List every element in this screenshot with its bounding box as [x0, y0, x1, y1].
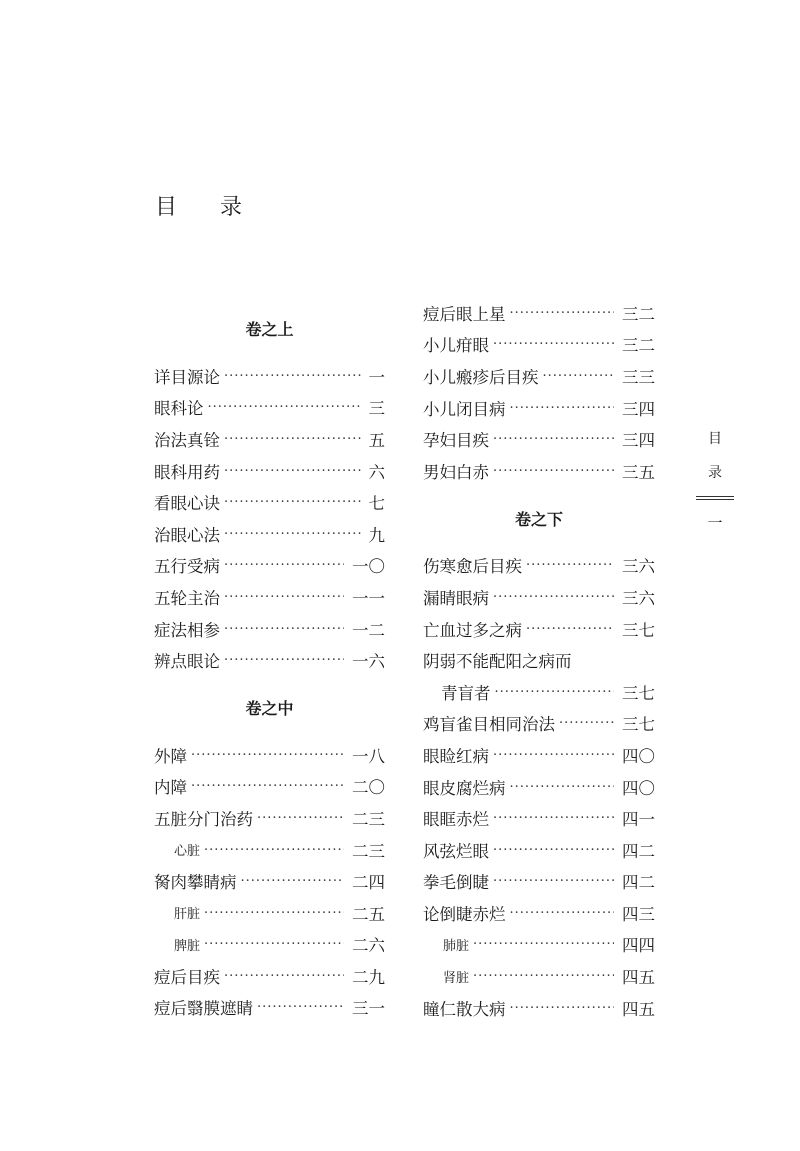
toc-leader-dots	[493, 866, 614, 898]
toc-entry[interactable]	[423, 297, 655, 329]
page-title: 目 录	[155, 195, 260, 220]
toc-leader-dots	[495, 676, 615, 708]
toc-leader-dots	[473, 929, 614, 961]
toc-entry[interactable]	[154, 834, 385, 866]
toc-entry-title: 伤寒愈后目疾	[423, 557, 522, 577]
toc-entry-title: 男妇白赤	[423, 462, 489, 482]
toc-entry[interactable]	[423, 613, 655, 645]
toc-entry-page: 四五	[622, 968, 655, 988]
toc-entry-page: 二四	[352, 873, 385, 893]
toc-column-left	[154, 297, 385, 1023]
toc-entry-title: 详目源论	[154, 367, 220, 387]
toc-entry-title: 眼睑红病	[423, 746, 489, 766]
toc-entry-page: 三	[368, 399, 385, 419]
toc-leader-dots	[224, 613, 344, 645]
toc-leader-dots	[224, 550, 344, 582]
toc-entry-page: 三一	[352, 999, 385, 1019]
toc-entry-page: 三三	[622, 367, 655, 387]
toc-leader-dots	[204, 929, 344, 961]
toc-leader-dots	[224, 518, 361, 550]
toc-entry[interactable]	[423, 897, 655, 929]
toc-leader-dots	[510, 771, 615, 803]
toc-leader-dots	[257, 802, 344, 834]
toc-leader-dots	[493, 802, 614, 834]
toc-leader-dots	[510, 897, 615, 929]
toc-entry-page: 三七	[622, 620, 655, 640]
toc-entry-page: 一六	[352, 652, 385, 672]
toc-entry-title: 孕妇目疾	[423, 431, 489, 451]
toc-entry-page: 二五	[352, 904, 385, 924]
toc-leader-dots	[559, 708, 614, 740]
toc-leader-dots	[493, 581, 614, 613]
toc-entry[interactable]	[423, 455, 655, 487]
toc-entry[interactable]	[154, 644, 385, 676]
toc-entry-title: 肝脏	[174, 907, 201, 923]
toc-entry-title: 脾脏	[174, 938, 201, 954]
toc-entry-page: 一	[368, 367, 385, 387]
toc-entry-page: 一一	[352, 588, 385, 608]
toc-entry[interactable]	[154, 929, 385, 961]
toc-leader-dots	[224, 423, 361, 455]
toc-entry[interactable]	[154, 486, 385, 518]
side-char-mu: 目	[708, 431, 722, 447]
toc-entry-title: 肾脏	[443, 970, 470, 986]
toc-entry-title: 亡血过多之病	[423, 620, 522, 640]
toc-leader-dots	[526, 613, 614, 645]
toc-entry[interactable]	[423, 360, 655, 392]
toc-entry[interactable]	[423, 676, 655, 708]
toc-entry-title: 眼皮腐烂病	[423, 778, 506, 798]
toc-entry[interactable]	[154, 360, 385, 392]
toc-leader-dots	[493, 423, 614, 455]
side-divider	[696, 496, 734, 500]
toc-entry-title: 青盲者	[441, 683, 491, 703]
toc-entry-page: 一二	[352, 620, 385, 640]
toc-entry-title: 外障	[154, 746, 187, 766]
toc-entry[interactable]	[423, 392, 655, 424]
toc-entry-title: 痘后目疾	[154, 967, 220, 987]
toc-leader-dots	[208, 392, 361, 424]
toc-entry-title: 痘后眼上星	[423, 304, 506, 324]
side-char-lu: 录	[708, 465, 722, 481]
toc-entry-page: 四一	[622, 810, 655, 830]
toc-entry-title: 小儿闭目病	[423, 399, 506, 419]
toc-entry-page: 四三	[622, 904, 655, 924]
toc-column-right	[423, 297, 655, 1023]
toc-entry-page: 四二	[622, 873, 655, 893]
toc-leader-dots	[493, 329, 614, 361]
toc-entry[interactable]	[423, 802, 655, 834]
toc-entry[interactable]	[423, 550, 655, 582]
toc-entry-title: 阴弱不能配阳之病而	[423, 652, 572, 672]
toc-entry-title: 看眼心诀	[154, 494, 220, 514]
toc-leader-dots	[241, 865, 345, 897]
toc-entry-title: 眼眶赤烂	[423, 810, 489, 830]
toc-entry-page: 一〇	[352, 557, 385, 577]
toc-entry-page: 四五	[622, 999, 655, 1019]
toc-leader-dots	[191, 771, 344, 803]
toc-entry[interactable]	[154, 455, 385, 487]
toc-entry-title: 心脏	[174, 844, 201, 860]
toc-entry-page: 三二	[622, 336, 655, 356]
toc-entry-page: 三七	[622, 715, 655, 735]
toc-entry-title: 眼科用药	[154, 462, 220, 482]
toc-entry-title: 鸡盲雀目相同治法	[423, 715, 555, 735]
toc-entry[interactable]	[154, 423, 385, 455]
toc-entry-page: 四二	[622, 841, 655, 861]
toc-entry[interactable]	[423, 329, 655, 361]
toc-entry-page: 七	[368, 494, 385, 514]
toc-entry[interactable]	[154, 581, 385, 613]
toc-entry[interactable]	[423, 866, 655, 898]
toc-leader-dots	[510, 297, 615, 329]
toc-entry-title: 小儿疳眼	[423, 336, 489, 356]
toc-entry-title: 论倒睫赤烂	[423, 904, 506, 924]
toc-entry-title: 五轮主治	[154, 588, 220, 608]
toc-entry-title: 辨点眼论	[154, 652, 220, 672]
section-heading: 卷之下	[514, 509, 563, 529]
toc-entry[interactable]	[154, 550, 385, 582]
toc-entry-title: 漏睛眼病	[423, 588, 489, 608]
toc-entry-page: 一八	[352, 746, 385, 766]
toc-leader-dots	[493, 834, 614, 866]
toc-entry-page: 六	[368, 462, 385, 482]
toc-entry-title: 风弦烂眼	[423, 841, 489, 861]
toc-entry-title: 治法真铨	[154, 430, 220, 450]
toc-entry-page: 三七	[622, 683, 655, 703]
toc-entry[interactable]	[154, 518, 385, 550]
toc-entry-page: 二六	[352, 936, 385, 956]
toc-entry[interactable]	[154, 960, 385, 992]
toc-leader-dots	[473, 960, 614, 992]
toc-entry-page: 三四	[622, 399, 655, 419]
toc-entry-title: 五行受病	[154, 557, 220, 577]
toc-entry-title: 小儿瘢疹后目疾	[423, 367, 539, 387]
toc-entry[interactable]	[154, 771, 385, 803]
toc-leader-dots	[510, 992, 615, 1024]
toc-entry[interactable]	[154, 897, 385, 929]
toc-entry-title: 五脏分门治药	[154, 809, 253, 829]
toc-entry[interactable]	[423, 423, 655, 455]
toc-entry[interactable]	[423, 771, 655, 803]
toc-entry[interactable]	[423, 960, 655, 992]
toc-leader-dots	[224, 644, 344, 676]
toc-entry-page: 二〇	[352, 778, 385, 798]
section-heading: 卷之上	[245, 320, 294, 339]
toc-leader-dots	[224, 486, 361, 518]
toc-leader-dots	[204, 834, 344, 866]
side-page-number: 一	[707, 514, 723, 532]
toc-entry-title: 肺脏	[443, 938, 470, 954]
toc-entry[interactable]	[154, 392, 385, 424]
toc-leader-dots	[543, 360, 615, 392]
toc-leader-dots	[493, 739, 614, 771]
toc-entry-page: 九	[368, 525, 385, 545]
toc-entry-page: 四〇	[622, 746, 655, 766]
toc-entry-title: 眼科论	[154, 399, 204, 419]
toc-entry-page: 四四	[622, 936, 655, 956]
toc-entry-title: 拳毛倒睫	[423, 873, 489, 893]
toc-entry-title: 症法相参	[154, 620, 220, 640]
toc-entry-page: 二三	[352, 841, 385, 861]
toc-leader-dots	[224, 455, 361, 487]
toc-entry-title: 痘后翳膜遮睛	[154, 999, 253, 1019]
toc-entry[interactable]	[423, 834, 655, 866]
toc-entry[interactable]	[154, 992, 385, 1024]
toc-entry-title: 胬肉攀睛病	[154, 873, 237, 893]
toc-entry[interactable]	[423, 644, 655, 676]
toc-leader-dots	[224, 360, 361, 392]
toc-entry-page: 二九	[352, 967, 385, 987]
toc-leader-dots	[257, 992, 344, 1024]
toc-entry-page: 三四	[622, 431, 655, 451]
toc-entry-page: 三六	[622, 557, 655, 577]
toc-leader-dots	[224, 960, 344, 992]
toc-entry[interactable]	[423, 929, 655, 961]
toc-entry-page: 五	[368, 430, 385, 450]
toc-entry[interactable]	[154, 865, 385, 897]
toc-entry-title: 治眼心法	[154, 525, 220, 545]
toc-leader-dots	[224, 581, 344, 613]
toc-entry[interactable]	[154, 739, 385, 771]
toc-entry-page: 三六	[622, 588, 655, 608]
toc-entry-page: 二三	[352, 809, 385, 829]
toc-entry[interactable]	[423, 581, 655, 613]
side-marker	[696, 428, 734, 533]
toc-entry-page: 四〇	[622, 778, 655, 798]
toc-entry-page: 三二	[622, 304, 655, 324]
toc-leader-dots	[526, 550, 614, 582]
toc-leader-dots	[493, 455, 614, 487]
toc-leader-dots	[191, 739, 344, 771]
toc-entry-title: 内障	[154, 778, 187, 798]
toc-entry[interactable]	[154, 802, 385, 834]
toc-entry[interactable]	[423, 708, 655, 740]
section-heading: 卷之中	[245, 698, 294, 718]
toc-entry[interactable]	[154, 613, 385, 645]
toc-entry-title: 瞳仁散大病	[423, 999, 506, 1019]
toc-leader-dots	[204, 897, 344, 929]
toc-entry[interactable]	[423, 992, 655, 1024]
toc-entry[interactable]	[423, 739, 655, 771]
toc-leader-dots	[510, 392, 615, 424]
toc-entry-page: 三五	[622, 462, 655, 482]
